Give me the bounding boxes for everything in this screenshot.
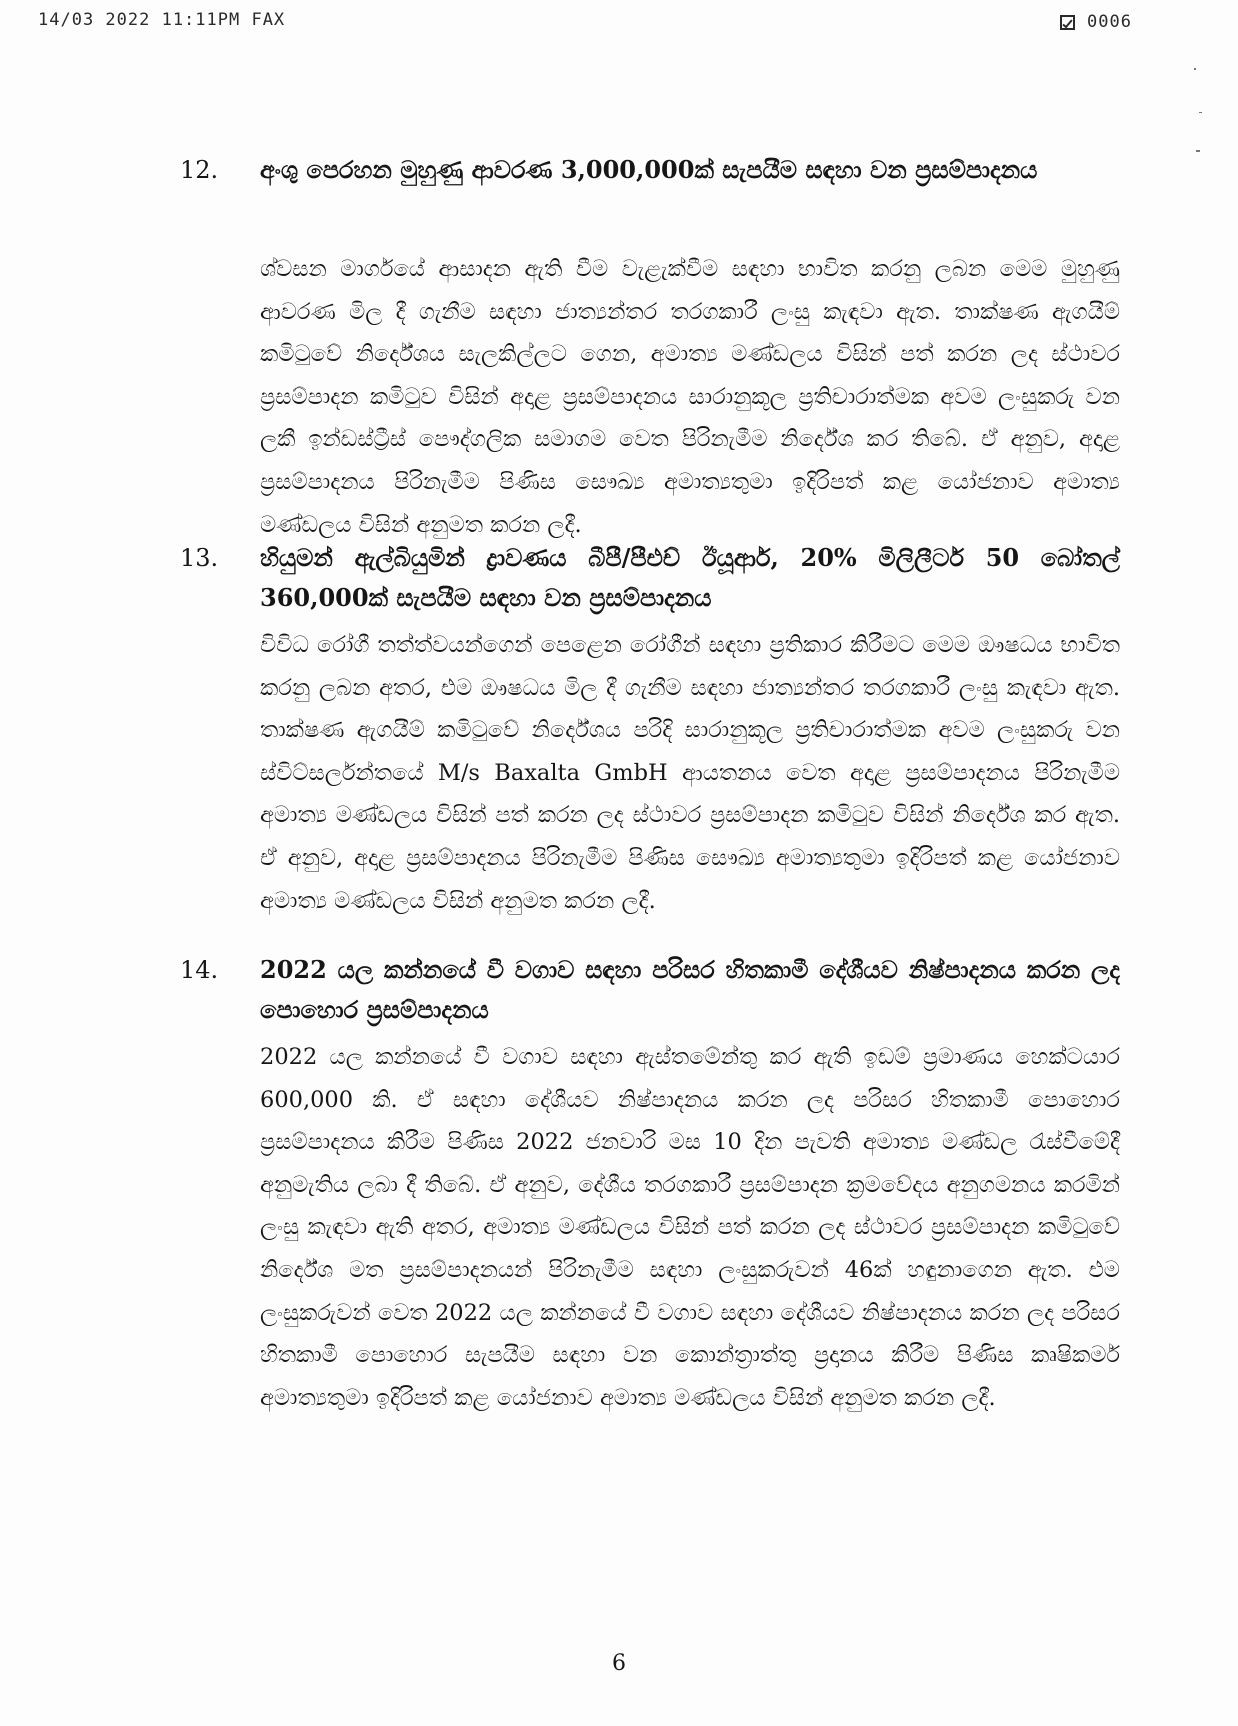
fax-header-timestamp: 14/03 2022 11:11PM FAX [38, 10, 286, 30]
item-body: විවිධ රෝගී තත්ත්වයන්ගෙන් පෙළෙන රෝගීන් සඳහා ප්‍රතිකාර කිරීමට මෙම ඖෂධය භාවිත කරනු ලබන අතර, එම ඖෂධය මිල දී ගැනීම සඳහා ජාත්‍යන්තර තරගකාරී ලංසු කැඳවා ඇත. තාක්ෂණ ඇගයීම් කමිටුවේ නිර්දේශය පරිදි සාරානුකූල ප්‍රතිචාරාත්මක අවම ලංසුකරු වන ස්විට්සර්ලන්තයේ M/s Baxalta GmbH ආයතනය වෙත අදාළ ප්‍රසම්පාදනය පිරිනැමීම අමාත්‍ය මණ්ඩලය විසින් පත් කරන ලද ස්ථාවර ප්‍රසම්පාදන කමිටුව විසින් නිර්දේශ කර ඇත. ඒ අනුව, අදාළ ප්‍රසම්පාදනය පිරිනැමීම පිණිස සෞඛ්‍ය අමාත්‍යතුමා ඉදිරිපත් කළ යෝජනාව අමාත්‍ය මණ්ඩලය විසින් අනුමත කරන ලදී. [260, 632, 1120, 914]
fax-page-code: 0006 [1087, 12, 1132, 32]
item-number: 14. [180, 956, 219, 984]
scan-speck [1194, 68, 1196, 70]
item-number: 12. [180, 156, 219, 184]
scan-speck [1199, 112, 1202, 113]
item-title: 2022 යල කන්නයේ වී වගාව සඳහා පරිසර හිතකාමී දේශීයව නිෂ්පාදනය කරන ලද පොහොර ප්‍රසම්පාදනය [260, 955, 1120, 1024]
item-body: 2022 යල කන්නයේ වී වගාව සඳහා ඇස්තමේන්තු කර ඇති ඉඩම් ප්‍රමාණය හෙක්ටයාර 600,000 කි. ඒ සඳහා දේශීයව නිෂ්පාදනය කරන ලද පරිසර හිතකාමී පොහොර ප්‍රසම්පාදනය කිරීම පිණිස 2022 ජනවාරි මස 10 දින පැවති අමාත්‍ය මණ්ඩල රැස්වීමේදී අනුමැතිය ලබා දී තිබේ. ඒ අනුව, දේශීය තරගකාරී ප්‍රසම්පාදන ක්‍රමවේදය අනුගමනය කරමින් ලංසු කැඳවා ඇති අතර, අමාත්‍ය මණ්ඩලය විසින් පත් කරන ලද ස්ථාවර ප්‍රසම්පාදන කමිටුවේ නිර්දේශ මත ප්‍රසම්පාදනයන් පිරිනැමීම සඳහා ලංසුකරුවන් 46ක් හඳුනාගෙන ඇත. එම ලංසුකරුවන් වෙත 2022 යල කන්නයේ වී වගාව සඳහා දේශීයව නිෂ්පාදනය කරන ලද පරිසර හිතකාමී පොහොර සැපයීම සඳහා වන කොන්ත්‍රාත්තු ප්‍රදානය කිරීම පිණිස කෘෂිකර්ම අමාත්‍යතුමා ඉදිරිපත් කළ යෝජනාව අමාත්‍ය මණ්ඩලය විසින් අනුමත කරන ලදී. [260, 1044, 1120, 1411]
item-number: 13. [180, 544, 219, 572]
page-number: 6 [612, 1651, 626, 1676]
item-title: හියුමන් ඇල්බියුමින් ද්‍රාවණය බීපී/පීඑච් ඊයූආර්, 20% මිලිලීටර් 50 බෝතල් 360,000ක් සැපයීම සඳහා වන ප්‍රසම්පාදනය [260, 543, 1120, 612]
scan-speck [1196, 150, 1200, 152]
checkbox-icon [1060, 15, 1075, 30]
fax-page-marker [1060, 12, 1132, 32]
item-body: ශ්වසන මාර්ගයේ ආසාදන ඇති වීම වැළැක්වීම සඳහා භාවිත කරනු ලබන මෙම මුහුණු ආවරණ මිල දී ගැනීම සඳහා ජාත්‍යන්තර තරගකාරී ලංසු කැඳවා ඇත. තාක්ෂණ ඇගයීම් කමිටුවේ නිර්දේශය සැලකිල්ලට ගෙන, අමාත්‍ය මණ්ඩලය විසින් පත් කරන ලද ස්ථාවර ප්‍රසම්පාදන කමිටුව විසින් අදාළ ප්‍රසම්පාදනය සාරානුකූල ප්‍රතිචාරාත්මක අවම ලංසුකරු වන ලකී ඉන්ඩස්ට්‍රීස් පෞද්ගලික සමාගම වෙත පිරිනැමීම නිර්දේශ කර තිබේ. ඒ අනුව, අදාළ ප්‍රසම්පාදනය පිරිනැමීම පිණිස සෞඛ්‍ය අමාත්‍යතුමා ඉදිරිපත් කළ යෝජනාව අමාත්‍ය මණ්ඩලය විසින් අනුමත කරන ලදී. [260, 256, 1120, 538]
item-title: අංශු පෙරහන මුහුණු ආවරණ 3,000,000ක් සැපයීම සඳහා වන ප්‍රසම්පාදනය [260, 155, 1038, 184]
